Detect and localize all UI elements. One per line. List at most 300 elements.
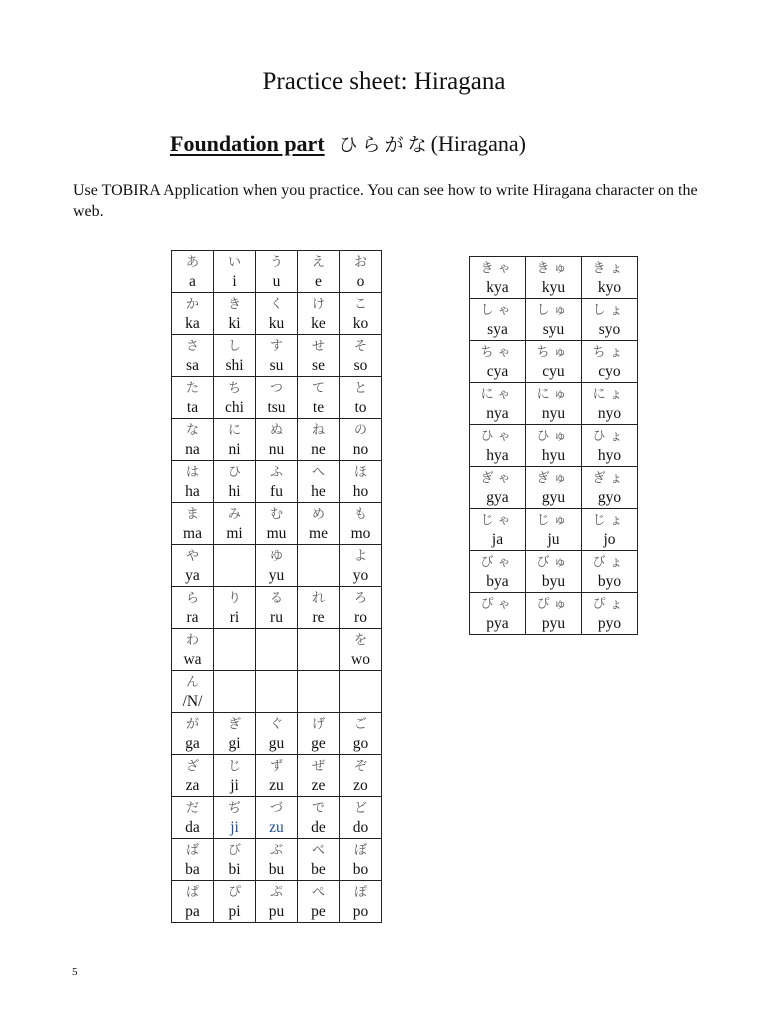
hiragana-row (172, 419, 382, 461)
kana-cell (526, 593, 582, 635)
kana-cell (172, 587, 214, 629)
kana-character: じゅ (536, 513, 571, 528)
kana-character: に (227, 423, 241, 438)
kana-character: る (269, 591, 283, 606)
kana-character: ま (185, 507, 199, 522)
hiragana-row (172, 629, 382, 671)
romaji-reading: no (352, 441, 369, 458)
romaji-reading (256, 650, 297, 670)
kana-character: げ (311, 717, 325, 732)
page-number: 5 (72, 966, 78, 978)
romaji-reading: yu (268, 567, 285, 584)
romaji-reading: byo (597, 573, 622, 590)
kana-cell (298, 461, 340, 503)
intro-paragraph: Use TOBIRA Application when you practice. You can see how to write Hiragana character on the web. (73, 182, 698, 220)
romaji-reading: ku (268, 315, 285, 332)
kana-cell (214, 335, 256, 377)
romaji-reading: ne (311, 441, 326, 458)
kana-cell (340, 671, 382, 713)
kana-character: ん (185, 675, 199, 690)
kana-character: そ (353, 339, 367, 354)
romaji-reading: ra (186, 609, 199, 626)
kana-cell (340, 713, 382, 755)
romaji-reading: jo (603, 531, 616, 548)
kana-cell (470, 425, 526, 467)
kana-cell (256, 335, 298, 377)
kana-cell (340, 419, 382, 461)
hiragana-row (172, 755, 382, 797)
romaji-reading: gyu (541, 489, 566, 506)
kana-cell (172, 755, 214, 797)
kana-character: え (311, 255, 325, 270)
kana-cell (214, 503, 256, 545)
kana-cell (582, 341, 638, 383)
kana-character (214, 671, 255, 692)
romaji-reading: a (189, 273, 196, 290)
romaji-reading: hyo (597, 447, 622, 464)
kana-character: は (185, 465, 199, 480)
romaji-reading: cyu (542, 363, 565, 380)
kana-character (298, 545, 339, 566)
kana-character: じゃ (480, 513, 515, 528)
kana-cell (298, 587, 340, 629)
kana-cell (582, 593, 638, 635)
kana-character: にゅ (536, 387, 571, 402)
kana-cell (470, 257, 526, 299)
romaji-reading: se (312, 357, 325, 374)
kana-cell (582, 425, 638, 467)
hiragana-row (172, 671, 382, 713)
romaji-reading: he (311, 483, 326, 500)
kana-cell (256, 251, 298, 293)
kana-cell (340, 377, 382, 419)
kana-character: じょ (592, 513, 627, 528)
kana-character (214, 629, 255, 650)
kana-cell (256, 839, 298, 881)
kana-character: わ (185, 633, 199, 648)
romaji-reading: cya (486, 363, 509, 380)
romaji-reading: re (312, 609, 325, 626)
romaji-reading: bo (352, 861, 369, 878)
kana-character: ぴゃ (480, 597, 515, 612)
romaji-reading: kya (486, 279, 509, 296)
kana-character: づ (269, 801, 283, 816)
kana-character: ぶ (269, 843, 283, 858)
kana-cell (340, 335, 382, 377)
kana-cell (256, 587, 298, 629)
kana-cell (526, 257, 582, 299)
kana-cell (340, 503, 382, 545)
kana-character: しゅ (536, 303, 571, 318)
romaji-reading: nya (486, 405, 509, 422)
romaji-reading: kyo (597, 279, 622, 296)
kana-cell (582, 299, 638, 341)
kana-character: にゃ (480, 387, 515, 402)
kana-character: せ (311, 339, 325, 354)
kana-cell (214, 377, 256, 419)
page-title: Practice sheet: Hiragana (262, 68, 506, 95)
kana-cell (214, 419, 256, 461)
romaji-reading: pe (311, 903, 326, 920)
kana-character: や (185, 549, 199, 564)
romaji-reading: mo (350, 525, 371, 542)
kana-cell (298, 755, 340, 797)
kana-character: も (353, 507, 367, 522)
kana-character: め (311, 507, 325, 522)
kana-character: へ (311, 465, 325, 480)
kana-cell (298, 881, 340, 923)
kana-character: びょ (592, 555, 627, 570)
kana-cell (214, 629, 256, 671)
romaji-reading: gyo (597, 489, 622, 506)
kana-cell (214, 797, 256, 839)
section-heading-kana: ひらがな (338, 134, 431, 156)
kana-character: て (311, 381, 325, 396)
romaji-reading (340, 692, 381, 712)
kana-character: ご (353, 717, 367, 732)
romaji-reading: hyu (541, 447, 566, 464)
kana-character: た (185, 381, 199, 396)
romaji-reading: ke (311, 315, 326, 332)
romaji-reading: wa (183, 651, 202, 668)
romaji-reading: za (185, 777, 200, 794)
kana-cell (340, 293, 382, 335)
romaji-reading: ka (185, 315, 200, 332)
kana-cell (172, 503, 214, 545)
kana-character: き (227, 297, 241, 312)
kana-cell (172, 671, 214, 713)
kana-character: ふ (269, 465, 283, 480)
kana-character: り (227, 591, 241, 606)
hiragana-row (172, 293, 382, 335)
kana-character: にょ (592, 387, 627, 402)
kana-cell (340, 251, 382, 293)
hiragana-row (172, 377, 382, 419)
kana-character: ぼ (353, 843, 367, 858)
kana-character: あ (185, 255, 199, 270)
romaji-reading: syu (542, 321, 565, 338)
kana-character: ひゅ (536, 429, 571, 444)
kana-character: の (353, 423, 367, 438)
kana-cell (298, 419, 340, 461)
kana-cell (256, 545, 298, 587)
kana-cell (582, 383, 638, 425)
kana-cell (256, 419, 298, 461)
romaji-reading: te (312, 399, 325, 416)
yoon-row (470, 341, 638, 383)
romaji-reading: ko (352, 315, 369, 332)
kana-cell (256, 713, 298, 755)
kana-cell (172, 377, 214, 419)
kana-character: ぷ (269, 885, 283, 900)
romaji-reading: pa (185, 903, 200, 920)
kana-cell (172, 839, 214, 881)
kana-character: い (227, 255, 241, 270)
kana-cell (298, 839, 340, 881)
kana-character: ぴゅ (536, 597, 571, 612)
romaji-reading: to (354, 399, 367, 416)
romaji-reading: bu (268, 861, 285, 878)
hiragana-row (172, 545, 382, 587)
romaji-reading: hi (228, 483, 241, 500)
kana-cell (298, 671, 340, 713)
yoon-row (470, 257, 638, 299)
romaji-reading: da (185, 819, 200, 836)
romaji-reading: ji (230, 777, 239, 794)
kana-cell (582, 467, 638, 509)
kana-character: ぎゅ (536, 471, 571, 486)
kana-cell (526, 551, 582, 593)
kana-character: み (227, 507, 241, 522)
kana-character (298, 671, 339, 692)
romaji-reading: sa (186, 357, 199, 374)
kana-character: ず (269, 759, 283, 774)
kana-character: ど (353, 801, 367, 816)
basic-hiragana-table (171, 250, 382, 923)
kana-cell (298, 629, 340, 671)
kana-character: ね (311, 423, 325, 438)
kana-character: べ (311, 843, 325, 858)
romaji-reading: syo (598, 321, 621, 338)
romaji-reading: bya (486, 573, 509, 590)
romaji-reading: ge (311, 735, 326, 752)
kana-cell (298, 713, 340, 755)
romaji-reading (214, 650, 255, 670)
kana-character: ぞ (353, 759, 367, 774)
romaji-reading: na (185, 441, 200, 458)
hiragana-row (172, 251, 382, 293)
kana-character (214, 545, 255, 566)
romaji-reading: de (311, 819, 326, 836)
kana-character: ゆ (269, 549, 283, 564)
kana-cell (470, 593, 526, 635)
section-heading (170, 130, 526, 157)
romaji-reading: nu (268, 441, 285, 458)
kana-character: ぺ (311, 885, 325, 900)
kana-character: ぢ (227, 801, 241, 816)
kana-cell (256, 293, 298, 335)
kana-cell (214, 587, 256, 629)
romaji-reading: byu (541, 573, 566, 590)
kana-character: ぴょ (592, 597, 627, 612)
kana-cell (214, 671, 256, 713)
romaji-reading: zo (353, 777, 368, 794)
kana-cell (172, 335, 214, 377)
romaji-reading (298, 692, 339, 712)
romaji-reading: kyu (541, 279, 566, 296)
romaji-reading: gi (228, 735, 241, 752)
romaji-reading: zu (269, 777, 284, 794)
kana-character: びゃ (480, 555, 515, 570)
kana-cell (470, 467, 526, 509)
kana-character: さ (185, 339, 199, 354)
kana-character: ち (227, 381, 241, 396)
kana-character: す (269, 339, 283, 354)
romaji-reading: su (269, 357, 284, 374)
kana-cell (298, 503, 340, 545)
romaji-reading: ru (270, 609, 283, 626)
kana-cell (298, 293, 340, 335)
romaji-reading: gya (486, 489, 509, 506)
kana-character: だ (185, 801, 199, 816)
romaji-reading: so (353, 357, 368, 374)
kana-character (298, 629, 339, 650)
kana-character: ほ (353, 465, 367, 480)
romaji-reading: yo (352, 567, 369, 584)
kana-cell (256, 377, 298, 419)
kana-cell (340, 797, 382, 839)
kana-cell (526, 383, 582, 425)
romaji-reading: bi (228, 861, 241, 878)
romaji-reading: be (311, 861, 326, 878)
kana-character: ぽ (353, 885, 367, 900)
kana-cell (214, 545, 256, 587)
yoon-row (470, 383, 638, 425)
kana-character: け (311, 297, 325, 312)
kana-cell (340, 755, 382, 797)
kana-cell (172, 881, 214, 923)
kana-cell (526, 467, 582, 509)
kana-character: ぴ (227, 885, 241, 900)
kana-cell (172, 419, 214, 461)
romaji-reading: gu (268, 735, 285, 752)
kana-cell (526, 425, 582, 467)
kana-character: ざ (185, 759, 199, 774)
kana-character: びゅ (536, 555, 571, 570)
kana-cell (340, 881, 382, 923)
kana-cell (256, 629, 298, 671)
romaji-reading: nyu (541, 405, 566, 422)
kana-cell (340, 545, 382, 587)
kana-character: ろ (353, 591, 367, 606)
kana-cell (340, 839, 382, 881)
kana-character: ちゃ (480, 345, 515, 360)
kana-cell (470, 551, 526, 593)
romaji-reading: pu (268, 903, 285, 920)
romaji-reading: ro (354, 609, 367, 626)
kana-cell (298, 251, 340, 293)
romaji-reading: pyu (541, 615, 566, 632)
romaji-reading: nyo (597, 405, 622, 422)
kana-character: か (185, 297, 199, 312)
romaji-reading (298, 566, 339, 586)
romaji-reading: shi (225, 357, 244, 374)
kana-character: きょ (592, 261, 627, 276)
yoon-row (470, 509, 638, 551)
romaji-reading: ba (185, 861, 200, 878)
kana-cell (172, 293, 214, 335)
kana-cell (256, 503, 298, 545)
yoon-row (470, 593, 638, 635)
romaji-reading: ta (186, 399, 199, 416)
kana-character: よ (353, 549, 367, 564)
hiragana-row (172, 503, 382, 545)
kana-cell (340, 587, 382, 629)
kana-cell (470, 509, 526, 551)
kana-character (256, 671, 297, 692)
kana-character: な (185, 423, 199, 438)
kana-cell (256, 881, 298, 923)
kana-character: む (269, 507, 283, 522)
kana-character: ひょ (592, 429, 627, 444)
kana-character: ぜ (311, 759, 325, 774)
romaji-reading: pyo (597, 615, 622, 632)
romaji-reading: /N/ (182, 693, 203, 710)
kana-cell (256, 671, 298, 713)
kana-character: で (311, 801, 325, 816)
kana-cell (172, 251, 214, 293)
kana-character: きゅ (536, 261, 571, 276)
romaji-reading: chi (225, 399, 244, 416)
romaji-reading: mu (266, 525, 287, 542)
kana-cell (214, 755, 256, 797)
romaji-reading: go (352, 735, 369, 752)
kana-character: を (353, 633, 367, 648)
hiragana-row (172, 881, 382, 923)
kana-character: しゃ (480, 303, 515, 318)
romaji-reading: tsu (267, 399, 286, 416)
hiragana-row (172, 461, 382, 503)
romaji-reading: ni (228, 441, 241, 458)
romaji-reading (256, 692, 297, 712)
kana-character: ひゃ (480, 429, 515, 444)
kana-cell (526, 509, 582, 551)
kana-character (340, 671, 381, 692)
kana-cell (470, 299, 526, 341)
kana-cell (298, 377, 340, 419)
romaji-reading: me (309, 525, 328, 542)
romaji-reading: ji (230, 819, 239, 836)
romaji-reading: u (272, 273, 281, 290)
kana-cell (172, 461, 214, 503)
kana-cell (172, 713, 214, 755)
kana-cell (470, 341, 526, 383)
kana-character: ぎゃ (480, 471, 515, 486)
romaji-reading: o (356, 273, 365, 290)
romaji-reading: fu (270, 483, 283, 500)
kana-cell (298, 335, 340, 377)
kana-character: ら (185, 591, 199, 606)
kana-character: が (185, 717, 199, 732)
yoon-row (470, 551, 638, 593)
kana-character: ぬ (269, 423, 283, 438)
kana-cell (214, 839, 256, 881)
romaji-reading: ha (185, 483, 200, 500)
kana-cell (214, 293, 256, 335)
kana-cell (214, 461, 256, 503)
kana-cell (172, 629, 214, 671)
romaji-reading: pya (486, 615, 509, 632)
kana-character: こ (353, 297, 367, 312)
kana-character: お (353, 255, 367, 270)
kana-character (256, 629, 297, 650)
kana-character: ひ (227, 465, 241, 480)
kana-cell (214, 713, 256, 755)
kana-cell (256, 461, 298, 503)
kana-cell (340, 629, 382, 671)
kana-character: く (269, 297, 283, 312)
kana-character: れ (311, 591, 325, 606)
hiragana-row (172, 797, 382, 839)
yoon-row (470, 467, 638, 509)
romaji-reading: do (352, 819, 369, 836)
kana-character: び (227, 843, 241, 858)
romaji-reading: po (352, 903, 369, 920)
kana-character: ぎ (227, 717, 241, 732)
kana-character: ぱ (185, 885, 199, 900)
kana-character: きゃ (480, 261, 515, 276)
kana-character: と (353, 381, 367, 396)
